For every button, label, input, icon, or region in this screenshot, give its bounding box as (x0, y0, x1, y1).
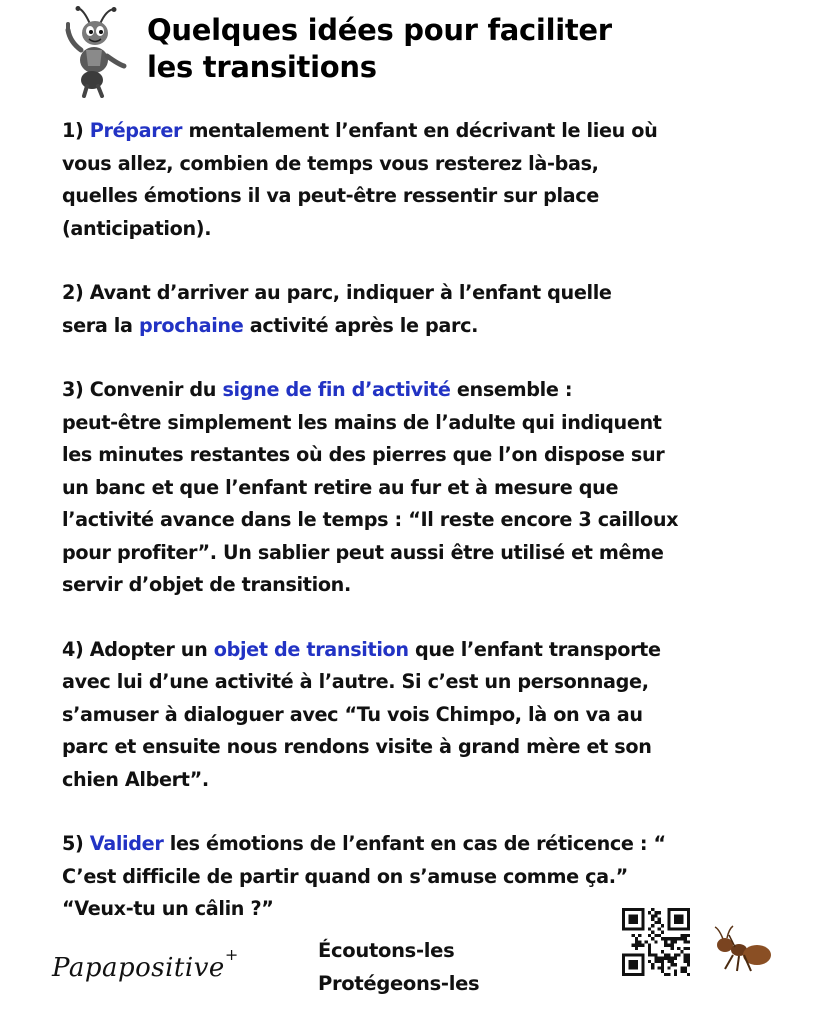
ant-icon (711, 925, 773, 975)
paragraph-line (62, 148, 782, 181)
highlighted-keyword: prochaine (138, 313, 244, 337)
paragraph-line (62, 828, 782, 861)
text-segment: les émotions de l’enfant en cas de réticence : “ (163, 832, 666, 855)
paragraph-line (62, 764, 782, 797)
paragraph-line (62, 699, 782, 732)
text-segment: s’amuser à dialoguer avec “Tu vois Chimpo, là on va au (62, 702, 643, 726)
text-segment: 1) (62, 119, 90, 142)
paragraph-line (62, 407, 782, 440)
text-segment: ensemble : (450, 378, 573, 401)
text-segment: chien Albert”. (62, 767, 209, 791)
text-segment: servir d’objet de transition. (62, 573, 351, 596)
text-segment: pour profiter”. Un sablier peut aussi être utilisé et même (62, 540, 664, 564)
paragraph-line (62, 537, 782, 570)
logo-text: Papapositive (52, 953, 225, 983)
highlighted-keyword: objet de transition (213, 637, 409, 661)
paragraph-line (62, 374, 782, 407)
text-segment: avec lui d’une activité à l’autre. Si c’est un personnage, (62, 670, 649, 693)
logo-plus-mark: + (224, 945, 239, 964)
qr-code-icon[interactable] (622, 908, 690, 976)
idea-paragraph (62, 115, 782, 245)
paragraph-line (62, 569, 782, 602)
paragraph-line (62, 472, 782, 505)
text-segment: parc et ensuite nous rendons visite à grand mère et son (62, 735, 652, 758)
text-segment: mentalement l’enfant en décrivant le lieu où (182, 119, 658, 142)
slogan-line-1: Écoutons-les (318, 939, 455, 962)
text-segment: 5) (62, 832, 90, 855)
header (0, 0, 819, 100)
paragraph-line (62, 504, 782, 537)
idea-paragraph (62, 277, 782, 342)
text-segment: quelles émotions il va peut-être ressentir sur place (62, 184, 599, 207)
text-segment: activité après le parc. (243, 313, 479, 337)
idea-paragraph (62, 374, 782, 602)
highlighted-keyword: signe de fin d’activité (222, 378, 451, 401)
page-title (147, 12, 612, 86)
slogan-line-2: Protégeons-les (318, 972, 480, 995)
text-segment: vous allez, combien de temps vous resterez là-bas, (62, 151, 599, 175)
text-segment: les minutes restantes où des pierres que l’on dispose sur (62, 443, 665, 466)
text-segment: C’est difficile de partir quand on s’amuse comme ça.” (62, 864, 628, 888)
text-segment: peut-être simplement les mains de l’adulte qui indiquent (62, 410, 662, 434)
text-segment: 4) Adopter un (62, 637, 214, 661)
paragraph-line (62, 439, 782, 472)
paragraph-line (62, 731, 782, 764)
paragraph-line (62, 115, 782, 148)
text-segment: que l’enfant transporte (408, 637, 661, 661)
highlighted-keyword: Préparer (89, 119, 183, 142)
paragraph-line (62, 634, 782, 667)
text-segment: sera la (62, 313, 139, 337)
text-segment: l’activité avance dans le temps : “Il reste encore 3 cailloux (62, 508, 679, 531)
text-segment: 2) Avant d’arriver au parc, indiquer à l’enfant quelle (62, 281, 612, 304)
paragraph-line (62, 277, 782, 310)
paragraph-line (62, 666, 782, 699)
highlighted-keyword: Valider (89, 832, 164, 855)
idea-paragraph (62, 634, 782, 797)
paragraph-line (62, 180, 782, 213)
paragraph-line (62, 213, 782, 246)
brand-logo (52, 945, 239, 983)
text-segment: 3) Convenir du (62, 378, 223, 401)
text-segment: “Veux-tu un câlin ?” (62, 897, 274, 920)
paragraph-line (62, 310, 782, 343)
text-segment: (anticipation). (62, 216, 212, 240)
text-segment: un banc et que l’enfant retire au fur et à mesure que (62, 475, 619, 499)
title-line-2: les transitions (147, 50, 377, 84)
slogan (318, 934, 479, 1000)
ideas-list (62, 115, 782, 958)
title-line-1: Quelques idées pour faciliter (147, 13, 612, 47)
paragraph-line (62, 861, 782, 894)
ant-mascot-icon (56, 6, 134, 98)
